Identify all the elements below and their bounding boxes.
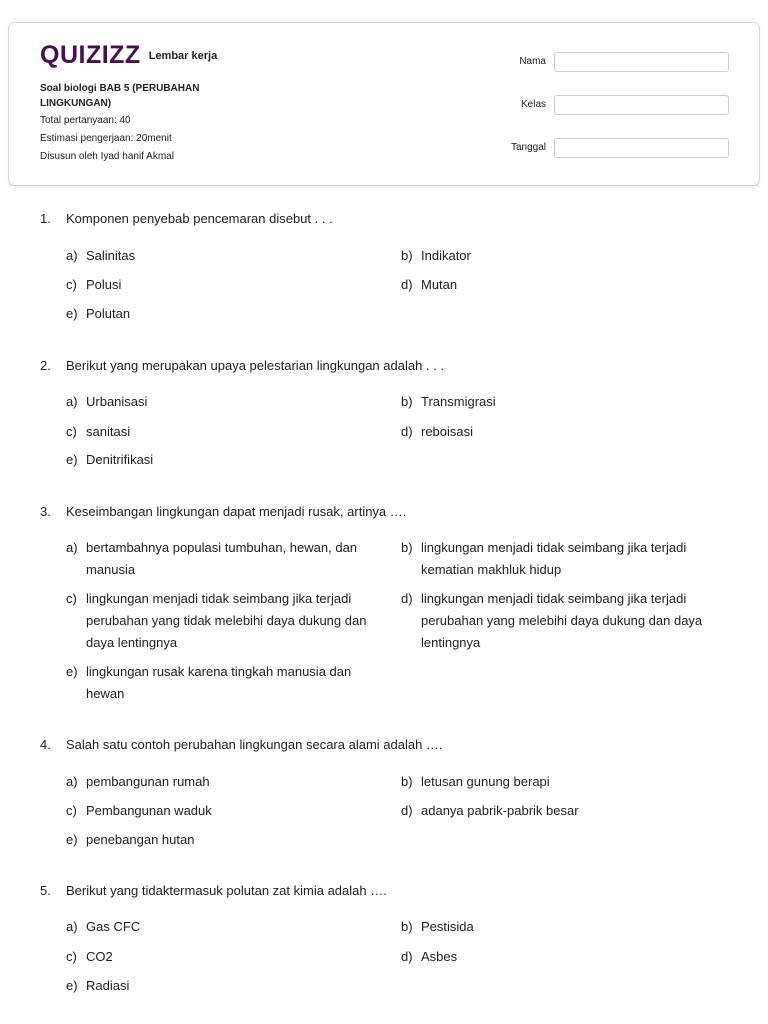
option-b[interactable]: b) letusan gunung berapi	[401, 774, 550, 789]
option-e[interactable]: e) penebangan hutan	[66, 832, 195, 847]
option-a[interactable]: a) Urbanisasi	[66, 394, 148, 409]
author: Disusun oleh Iyad hanif Akmal	[40, 151, 174, 162]
question-text: Salah satu contoh perubahan lingkungan secara alami adalah ….	[66, 737, 443, 752]
question-number: 3.	[40, 504, 51, 519]
quizizz-logo: QUIZIZZ	[40, 41, 141, 69]
option-c[interactable]: c) lingkungan menjadi tidak seimbang jika terjadi perubahan yang tidak melebihi daya dukung dan daya lentingnya	[66, 591, 367, 650]
date-label: Tanggal	[510, 142, 546, 153]
option-a[interactable]: a) bertambahnya populasi tumbuhan, hewan, dan manusia	[66, 540, 358, 577]
question-text: Berikut yang merupakan upaya pelestarian lingkungan adalah . . .	[66, 358, 444, 373]
option-d[interactable]: d) Mutan	[401, 277, 458, 292]
question-number: 4.	[40, 737, 51, 752]
option-c[interactable]: c) Pembangunan waduk	[66, 803, 212, 818]
question-text: Keseimbangan lingkungan dapat menjadi rusak, artinya ….	[66, 504, 407, 519]
class-field[interactable]	[554, 95, 729, 115]
option-c[interactable]: c) sanitasi	[66, 424, 131, 439]
option-e[interactable]: e) Radiasi	[66, 978, 130, 993]
option-d[interactable]: d) reboisasi	[401, 424, 474, 439]
question-text: Berikut yang tidaktermasuk polutan zat kimia adalah ….	[66, 883, 387, 898]
option-e[interactable]: e) Polutan	[66, 306, 131, 321]
option-d[interactable]: d) adanya pabrik-pabrik besar	[401, 803, 579, 818]
option-b[interactable]: b) lingkungan menjadi tidak seimbang jika terjadi kematian makhluk hidup	[401, 540, 687, 577]
option-c[interactable]: c) CO2	[66, 949, 113, 964]
option-c[interactable]: c) Polusi	[66, 277, 122, 292]
question-number: 5.	[40, 883, 51, 898]
quiz-title: Soal biologi BAB 5 (PERUBAHAN LINGKUNGAN)	[40, 83, 200, 109]
name-field[interactable]	[554, 52, 729, 72]
option-a[interactable]: a) Salinitas	[66, 248, 136, 263]
brand-row	[40, 43, 217, 68]
option-b[interactable]: b) Pestisida	[401, 919, 474, 934]
question-number: 1.	[40, 211, 51, 226]
option-e[interactable]: e) Denitrifikasi	[66, 452, 154, 467]
document-type: Lembar kerja	[148, 49, 218, 62]
question-number: 2.	[40, 358, 51, 373]
worksheet-header	[8, 22, 760, 186]
date-field[interactable]	[554, 138, 729, 158]
option-a[interactable]: a) pembangunan rumah	[66, 774, 210, 789]
name-label: Nama	[519, 56, 546, 67]
option-b[interactable]: b) Transmigrasi	[401, 394, 496, 409]
option-d[interactable]: d) lingkungan menjadi tidak seimbang jika terjadi perubahan yang melebihi daya dukung dan daya lentingnya	[401, 591, 703, 650]
total-questions: Total pertanyaan: 40	[40, 115, 131, 126]
option-d[interactable]: d) Asbes	[401, 949, 458, 964]
class-label: Kelas	[520, 99, 546, 110]
option-b[interactable]: b) Indikator	[401, 248, 471, 263]
time-estimate: Estimasi pengerjaan: 20menit	[40, 133, 172, 144]
option-e[interactable]: e) lingkungan rusak karena tingkah manusia dan hewan	[66, 664, 352, 701]
option-a[interactable]: a) Gas CFC	[66, 919, 141, 934]
question-text: Komponen penyebab pencemaran disebut . . .	[66, 211, 333, 226]
